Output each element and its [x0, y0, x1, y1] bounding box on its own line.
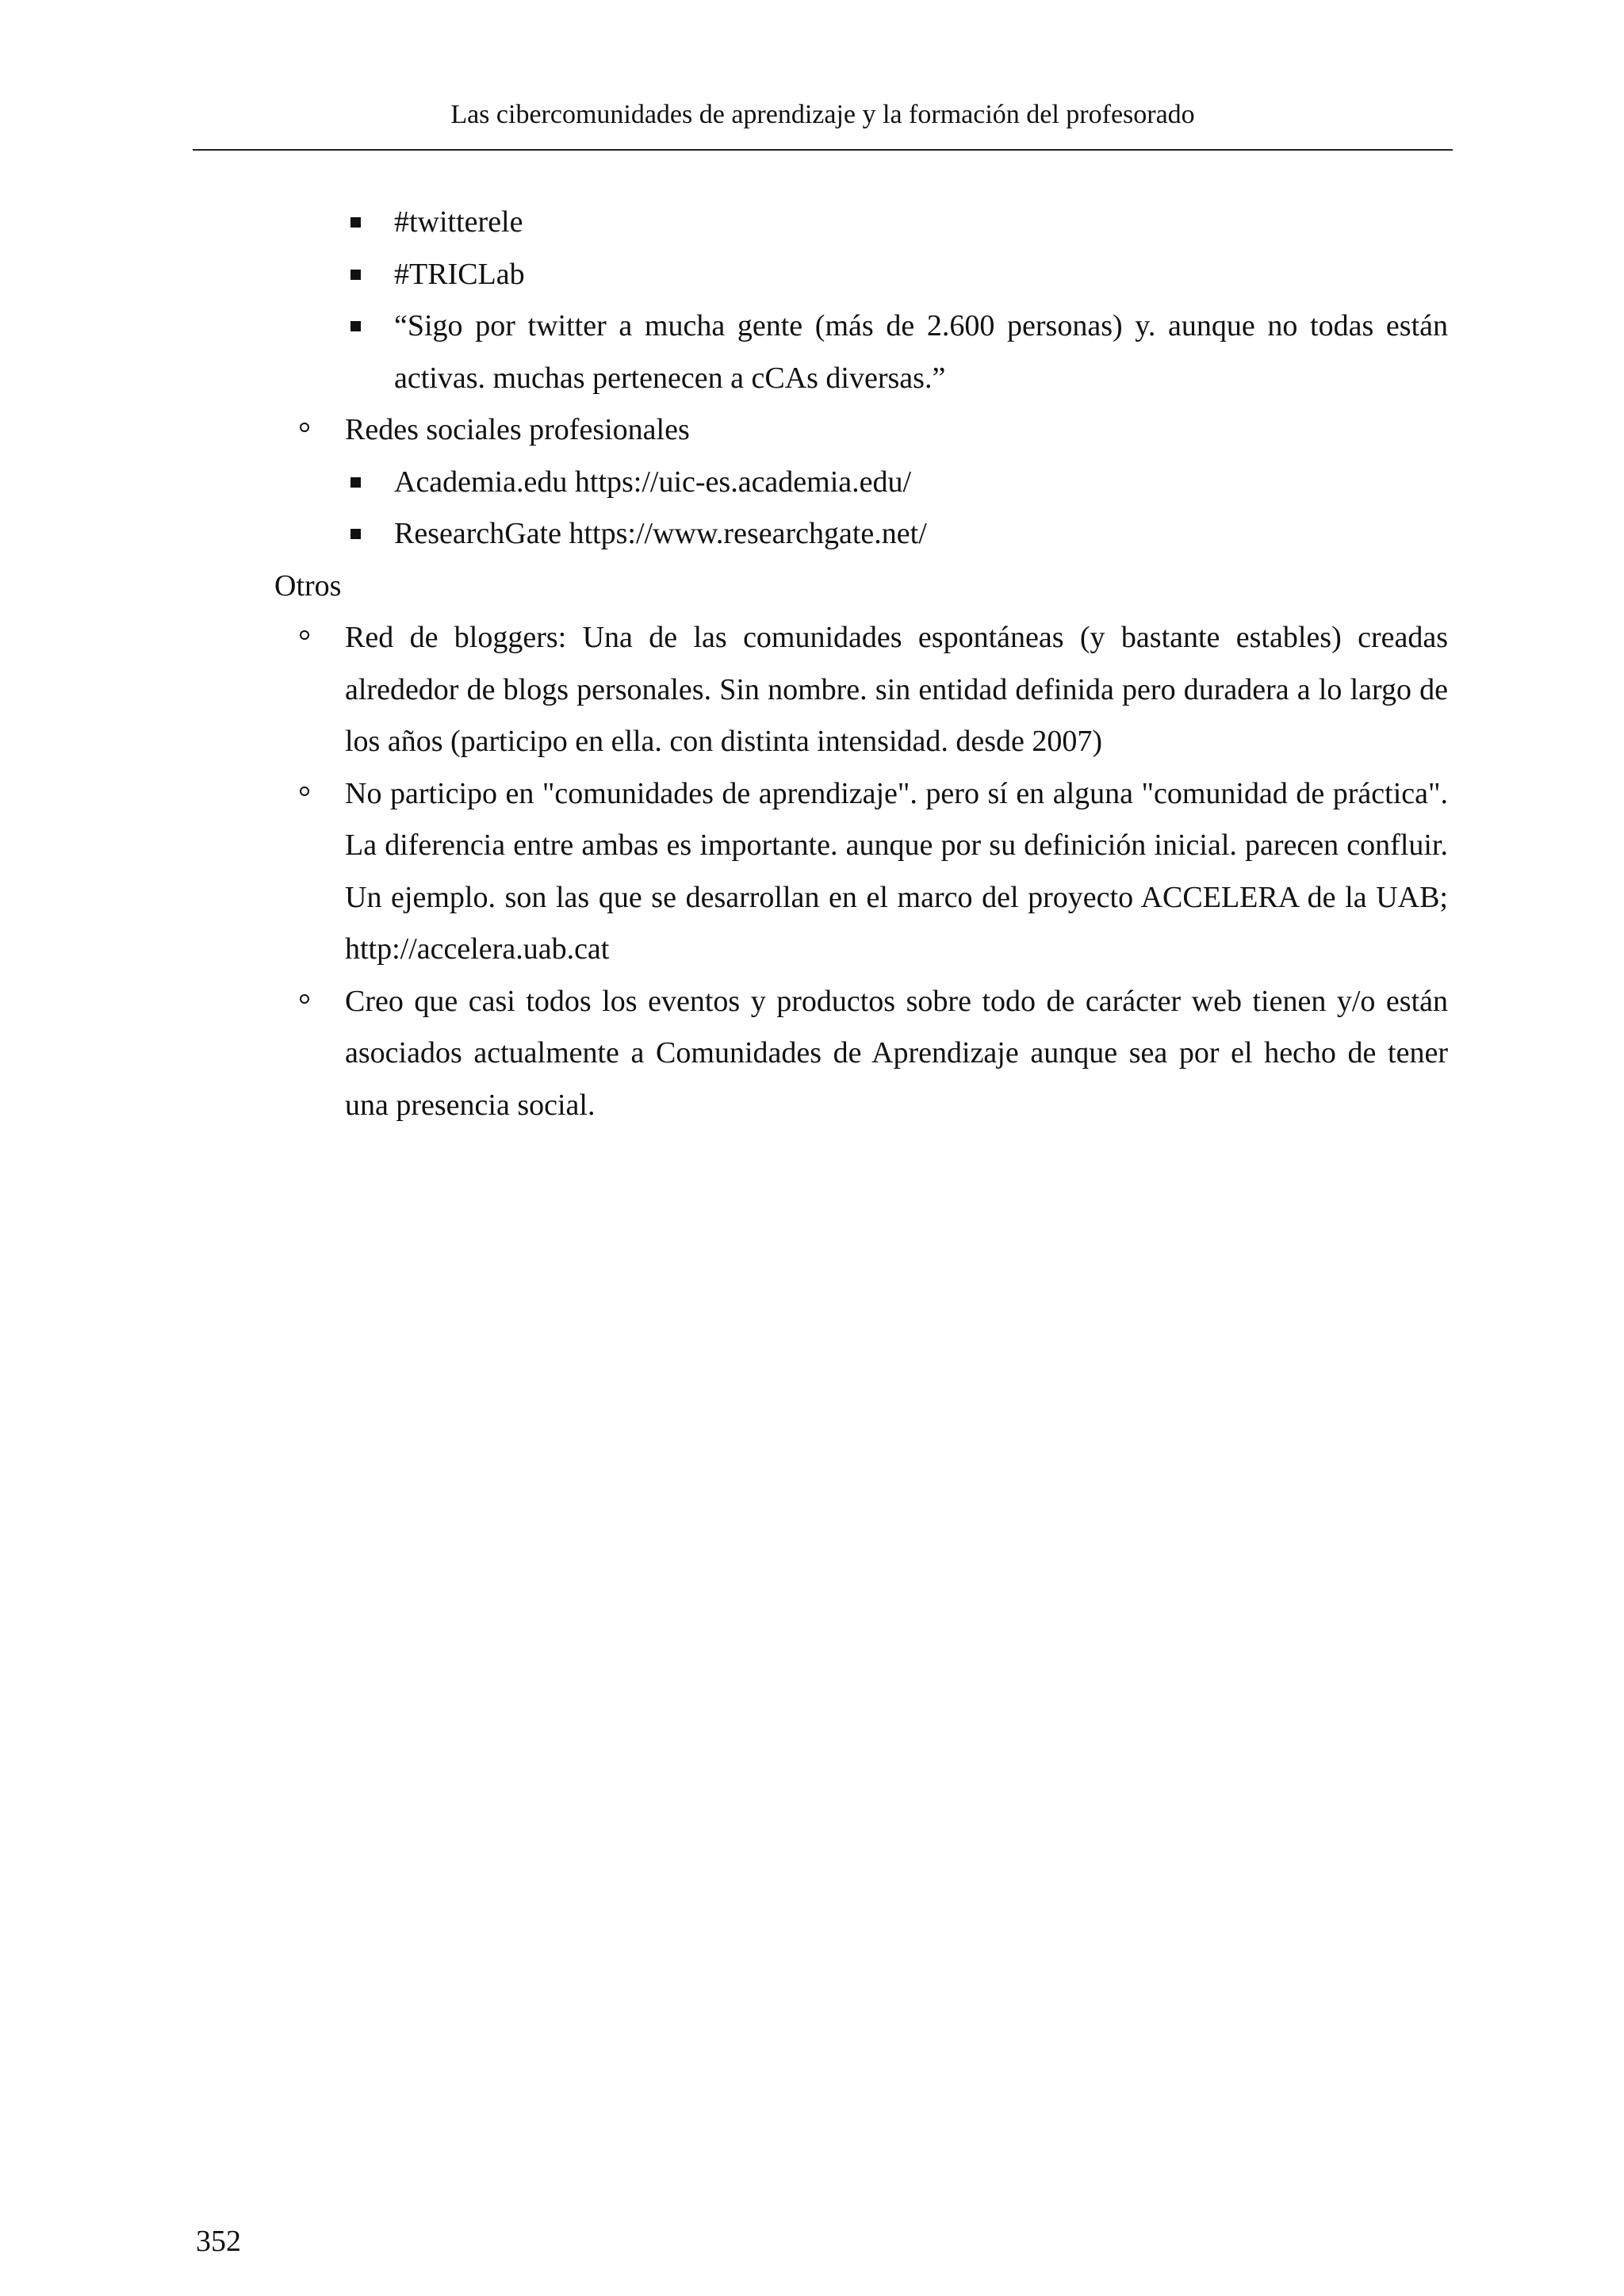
circle-bullet-icon: [300, 786, 309, 796]
document-body: [0, 197, 1624, 1131]
square-bullet-icon: [350, 321, 361, 331]
list-item-text: Creo que casi todos los eventos y productos sobre todo de carácter web tienen y/o están asociados actualmente a Comunidades de Aprendizaje aunque sea por el hecho de tener una presencia social.: [345, 984, 1448, 1122]
list-item-text: No participo en "comunidades de aprendizaje". pero sí en alguna "comunidad de práctica". La diferencia entre ambas es importante. aunque por su definición inicial. parecen confluir. Un ejemplo. son las que se desarrollan en el marco del proyecto ACCELERA de la UAB; http://accelera.uab.cat: [345, 776, 1448, 966]
list-item-twitter-quote: [394, 300, 1448, 404]
list-item-bloggers: [345, 612, 1448, 768]
list-item-academia: [394, 457, 1448, 509]
square-bullet-icon: [350, 217, 361, 228]
running-header-title: Las cibercomunidades de aprendizaje y la formación del profesorado: [450, 100, 1195, 129]
list-item-triclab: [394, 249, 1448, 301]
list-item-text: #TRICLab: [394, 257, 525, 291]
square-bullet-icon: [350, 477, 361, 488]
list-item-text: Redes sociales profesionales: [345, 413, 690, 446]
list-item-professional-networks: [345, 404, 1448, 457]
list-item-text: “Sigo por twitter a mucha gente (más de 2.600 personas) y. aunque no todas están activas. muchas pertenecen a cCAs diversas.”: [394, 309, 1448, 395]
list-item-twitterele: [394, 197, 1448, 249]
list-item-researchgate: [394, 508, 1448, 561]
list-item-text: ResearchGate https://www.researchgate.net/: [394, 517, 927, 550]
square-bullet-icon: [350, 270, 361, 280]
circle-bullet-icon: [300, 423, 309, 432]
page-header: [193, 94, 1453, 151]
list-item-text: Academia.edu https://uic-es.academia.edu/: [394, 465, 912, 499]
page-number: 352: [196, 2225, 241, 2258]
circle-bullet-icon: [300, 630, 309, 640]
list-item-practice-community: [345, 768, 1448, 976]
square-bullet-icon: [350, 529, 361, 539]
section-label-otros: Otros: [274, 568, 342, 603]
list-item-text: Red de bloggers: Una de las comunidades espontáneas (y bastante estables) creadas alrededor de blogs personales. Sin nombre. sin entidad definida pero duradera a lo largo de los años (participo en ella. con distinta intensidad. desde 2007): [345, 621, 1448, 758]
list-item-web-events: [345, 976, 1448, 1132]
list-item-text: #twitterele: [394, 205, 523, 239]
circle-bullet-icon: [300, 994, 309, 1004]
